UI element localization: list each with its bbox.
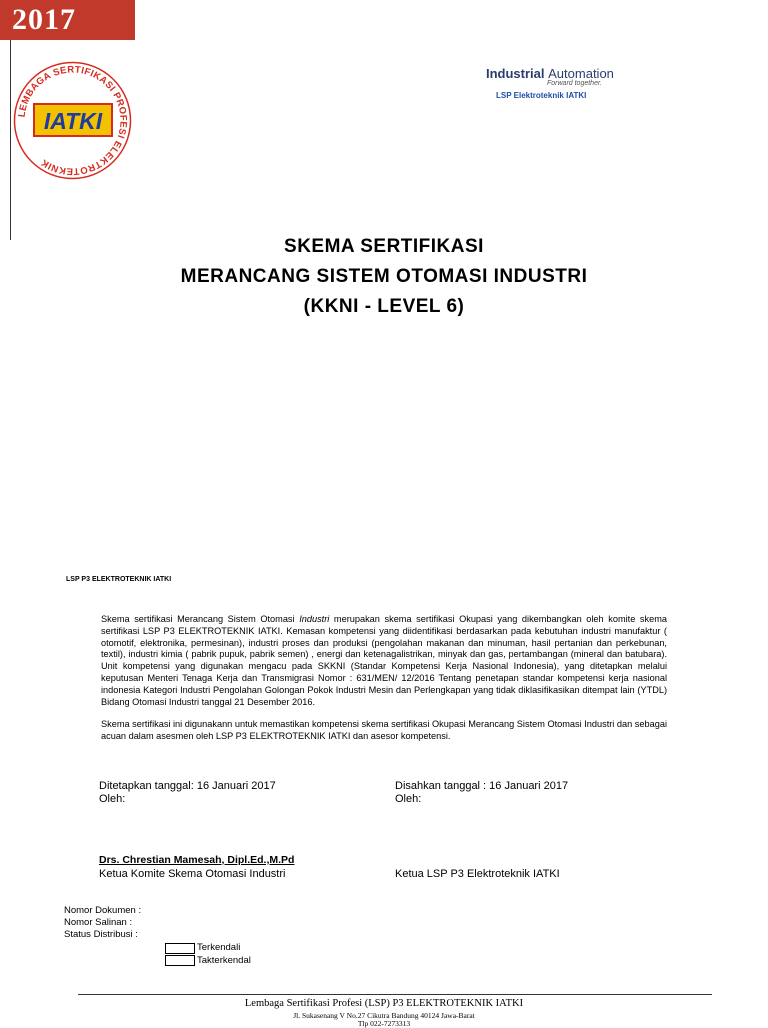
signer-name: Drs. Chrestian Mamesah, Dipl.Ed.,M.Pd [99, 854, 295, 866]
paragraph-1-rest: merupakan skema sertifikasi Okupasi yang dikembangkan oleh komite skema sertifikasi LSP P3 ELEKTROTEKNIK IATKI. Kemasan kompetensi yang diidentifikasi berdasarkan pada kebutuhan industri manufaktur ( otomotif, elektronika, permesinan), industri proses dan produksi (pengolahan makanan dan minuman, hasil pertanian dan perkebunan, textil), industri kimia ( pabrik pupuk, pabrik semen) , energi dan ketenagalistrikan, minyak dan gas, pertambangan (mineral dan batubara). Unit kompetensi yang digunakan mengacu pada SKKNI (Standar Kompetensi Kerja Nasional Indonesia), yang ditetapkan melalui keputusan Menteri Tenaga Kerja dan Transmigrasi Nomor : 631/MEN/ 12/2016 Tentang penetapan standar kompetensi kerja nasional indonesia Kategori Industri Pengolahan Golongan Pokok Industri Mesin dan Perlengkapan yang tidak diklasifikasikan ditempat lain (YTDL) Bidang Otomasi Industri tanggal 21 Desember 2016. [101, 614, 667, 707]
title-line-3: (KKNI - LEVEL 6) [303, 296, 465, 317]
document-title [0, 232, 768, 322]
right-role: Ketua LSP P3 Elektroteknik IATKI [395, 868, 560, 880]
brand-thin: Automation [548, 66, 614, 81]
brand-lsp: LSP Elektroteknik IATKI [496, 91, 587, 100]
document-info [64, 905, 141, 940]
brand-bold: Industrial [486, 66, 545, 81]
title-line-2: MERANCANG SISTEM OTOMASI INDUSTRI [180, 266, 588, 287]
iatki-seal-logo [10, 58, 135, 183]
paragraph-2: Skema sertifikasi ini digunakann untuk memastikan kompetensi skema sertifikasi Okupasi Merancang Sistem Otomasi Industri dan sebagai acuan dalam asesmen oleh LSP P3 ELEKTROTEKNIK IATKI dan asesor kompetensi. [101, 719, 667, 741]
brand-name [486, 66, 616, 81]
left-date: Ditetapkan tanggal: 16 Januari 2017 [99, 780, 276, 792]
footer-org: Lembaga Sertifikasi Profesi (LSP) P3 ELEKTROTEKNIK IATKI [244, 998, 524, 1009]
seal-ring-text: LEMBAGA SERTIFIKASI PROFESI ELEKTROTEKNIK [16, 64, 129, 177]
right-date: Disahkan tanggal : 16 Januari 2017 [395, 780, 569, 792]
paragraph-1 [101, 614, 667, 708]
brand-tagline: Forward together. [547, 80, 602, 87]
nomor-dokumen-label: Nomor Dokumen : [64, 905, 142, 916]
status-distribusi-label: Status Distribusi : [64, 928, 138, 940]
takterkendal-label: Takterkendal [197, 955, 251, 966]
footer-address: Jl. Sukasenang V No.27 Cikutra Bandung 40124 Jawa-Barat [293, 1011, 475, 1020]
terkendali-label: Terkendali [197, 942, 241, 953]
left-date-block [99, 780, 276, 806]
left-role: Ketua Komite Skema Otomasi Industri [99, 868, 286, 880]
year-badge: 2017 [0, 0, 135, 40]
paragraph-1-italic: Industri [299, 614, 330, 624]
footer-phone: Tlp 022-7273313 [357, 1019, 411, 1028]
paragraph-1-start: Skema sertifikasi Merancang Sistem Otomasi [101, 614, 300, 624]
right-by: Oleh: [395, 793, 422, 805]
terkendali-checkbox[interactable] [165, 943, 195, 954]
takterkendal-checkbox[interactable] [165, 955, 195, 966]
nomor-salinan-label: Nomor Salinan : [64, 916, 133, 928]
footer-rule [78, 994, 712, 995]
right-date-block [395, 780, 568, 806]
left-by: Oleh: [99, 793, 126, 805]
org-label: LSP P3 ELEKTROTEKNIK IATKI [66, 576, 172, 583]
industrial-automation-logo [486, 66, 616, 100]
title-line-1: SKEMA SERTIFIKASI [284, 236, 484, 257]
seal-center-text: IATKI [43, 108, 103, 134]
